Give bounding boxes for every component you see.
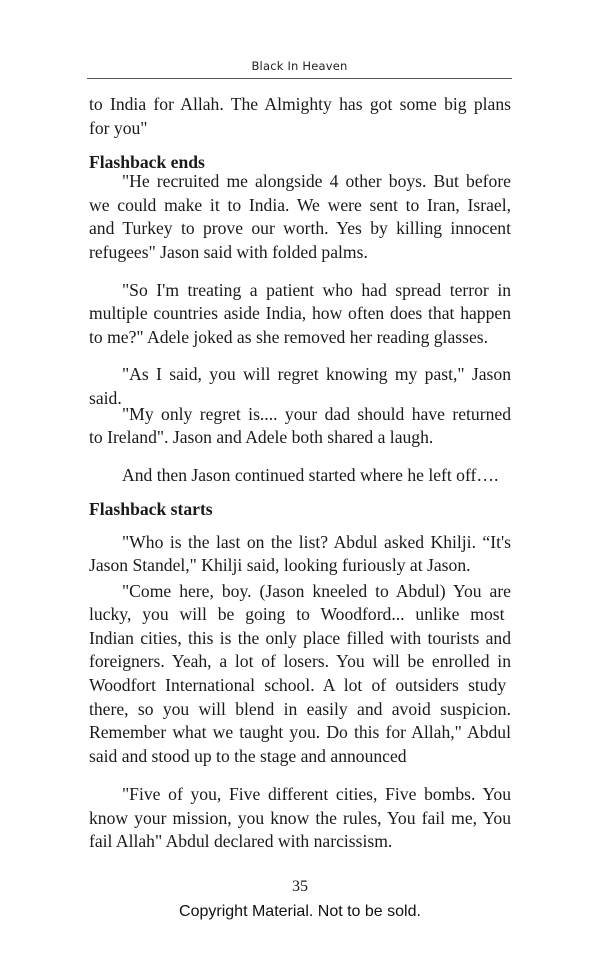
paragraph-line: know your mission, you know the rules, You fail me, You [89, 808, 511, 828]
paragraph-line: Woodfort International school. A lot of outsiders study [89, 675, 507, 695]
paragraph-line: and Turkey to prove our worth. Yes by killing innocent [89, 218, 511, 238]
paragraph-line: for you" [89, 118, 148, 138]
paragraph-line: foreigners. Yeah, a lot of losers. You will be enrolled in [89, 651, 511, 671]
paragraph-line: "So I'm treating a patient who had spread terror in [122, 280, 511, 300]
paragraph-line: to India for Allah. The Almighty has got some big plans [89, 94, 511, 114]
page-number: 35 [292, 878, 308, 895]
paragraph-line: "He recruited me alongside 4 other boys. But before [122, 171, 511, 191]
paragraph-line: Jason Standel," Khilji said, looking furiously at Jason. [89, 555, 471, 575]
paragraph-line: to Ireland". Jason and Adele both shared a laugh. [89, 427, 434, 447]
paragraph-line: refugees" Jason said with folded palms. [89, 242, 368, 262]
paragraph-line: Indian cities, this is the only place filled with tourists and [89, 628, 511, 648]
section-heading-flashback-starts: Flashback starts [89, 499, 213, 519]
paragraph-line: "Come here, boy. (Jason kneeled to Abdul) You are [122, 581, 511, 601]
paragraph-line: "Who is the last on the list? Abdul asked Khilji. “It's [122, 532, 511, 552]
paragraph-line: multiple countries aside India, how often does that happen [89, 303, 511, 323]
paragraph-line: lucky, you will be going to Woodford... unlike most [89, 604, 505, 624]
paragraph-line: "Five of you, Five different cities, Five bombs. You [122, 784, 511, 804]
paragraph-line: "My only regret is.... your dad should have returned [122, 404, 511, 424]
paragraph-line: fail Allah" Abdul declared with narcissism. [89, 831, 393, 851]
running-head: Black In Heaven [251, 59, 348, 73]
paragraph-line: Remember what we taught you. Do this for Allah," Abdul [89, 722, 511, 742]
paragraph-line: said. [89, 388, 122, 408]
paragraph-line: said and stood up to the stage and announced [89, 746, 407, 766]
paragraph-line: we could make it to India. We were sent to Iran, Israel, [89, 195, 511, 215]
section-heading-flashback-ends: Flashback ends [89, 152, 205, 172]
paragraph-line: "As I said, you will regret knowing my past," Jason [122, 364, 511, 384]
paragraph-line: And then Jason continued started where he left off…. [122, 465, 499, 485]
copyright-notice: Copyright Material. Not to be sold. [179, 903, 421, 920]
header-rule [87, 78, 512, 79]
paragraph-line: there, so you will blend in easily and avoid suspicion. [89, 699, 511, 719]
paragraph-line: to me?" Adele joked as she removed her reading glasses. [89, 327, 489, 347]
